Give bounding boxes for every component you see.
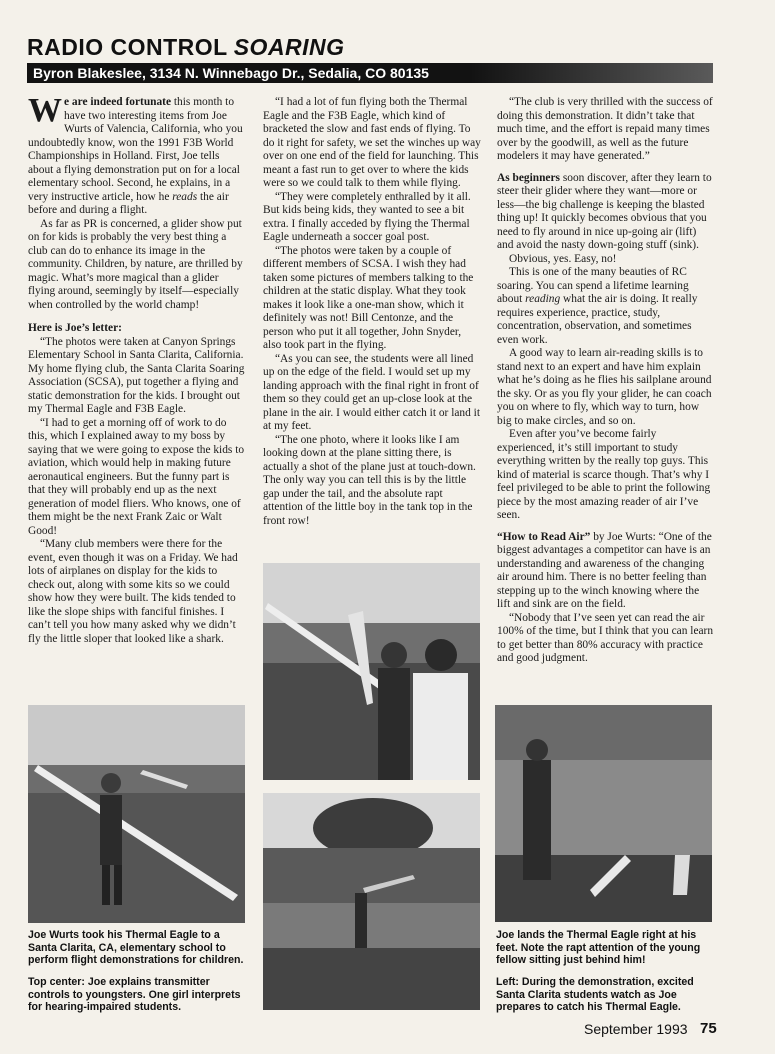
photo-thermal-eagle-landing [495, 705, 712, 922]
title-italic: SOARING [233, 34, 345, 60]
col3-paragraph-4: This is one of the many beauties of RC soaring. You can spend a lifetime learning about reading what the air is doing. It really requires experience, practice, study, concentration, observation, and sometimes even work. [497, 266, 698, 346]
byline-text: Byron Blakeslee, 3134 N. Winnebago Dr., Sedalia, CO 80135 [33, 65, 429, 81]
col1-paragraph-4: “I had to get a morning off of work to do this, which I explained away to my boss by saying that we were going to expose the kids to aviation, which would help in making future aeronautical engineers. But the funny part is that they will probably end up as the next generation of model fliers. Who knows, one of them might be the next Frank Zaic or Walt Good! [28, 416, 245, 537]
col3-paragraph-2: As beginners soon discover, after they learn to steer their glider where they want—more or less—the big challenge is keeping the blasted thing up! It quickly becomes obvious that you need to fly around in nice up-going air (lift) and avoid the nasty down-going stuff (sink). [497, 171, 712, 251]
caption-left-1: Joe Wurts took his Thermal Eagle to a Santa Clarita, CA, elementary school to perform flight demonstrations for children. [28, 929, 244, 967]
column-1 [28, 96, 246, 694]
photo-transmitter-explained [263, 563, 480, 780]
col1-paragraph-2: As far as PR is concerned, a glider show put on for kids is probably the very best thing a club can do to enhance its image in the community. Children, by nature, are thrilled by magic. What’s more magical than a glider flying around, seemingly by itself—especially when controlled by the world champ! [28, 217, 243, 311]
caption-right-2: Left: During the demonstration, excited Santa Clarita students watch as Joe prepares to catch his Thermal Eagle. [496, 976, 694, 1014]
photo-joe-with-glider [28, 705, 245, 923]
column-2 [263, 96, 481, 548]
col1-paragraph-5: “Many club members were there for the event, even though it was on a Friday. We had lots of airplanes on display for the kids to check out, along with some kits so we could show how they were built. The kids tended to like the slope ships with fanciful finishes. I can’t tell you how many asked why we didn’t fly the little sloper that looked like a shark. [28, 538, 238, 645]
caption-right-1: Joe lands the Thermal Eagle right at his feet. Note the rapt attention of the young fellow sitting just behind him! [496, 929, 701, 967]
page-title [27, 34, 345, 61]
col3-paragraph-6: Even after you’ve become fairly experienced, it’s still important to study everything written by the really top guys. This kind of material is scarce though. That’s why I feel privileged to be able to print the following piece by the most amazing reader of air I’ve seen. [497, 428, 711, 521]
subhead-joes-letter: Here is Joe’s letter: [28, 322, 122, 334]
footer-page-number: 75 [700, 1020, 717, 1037]
col2-paragraph-5: “The one photo, where it looks like I am looking down at the plane sitting there, is actually a shot of the plane just at touch-down. The only way you can tell this is by the little gap under the tail, and the absolute rapt attention of the little boy in the tank top in the front row! [263, 433, 476, 527]
col2-paragraph-4: “As you can see, the students were all lined up on the edge of the field. I would set up my landing approach with the final right in front of them so they could get an up-close look at the plane in the air. I would either catch it or land it at my feet. [263, 352, 480, 432]
footer-issue-date: September 1993 [584, 1021, 688, 1037]
col2-paragraph-1: “I had a lot of fun flying both the Thermal Eagle and the F3B Eagle, which kind of bracketed the slow and fast ends of flying. To do it right for safety, we set the winches up way over on one end of the field for launching. This meant a fast run to get over to where the kids were so we could talk to them while flying. [263, 96, 481, 189]
col3-paragraph-3: Obvious, yes. Easy, no! [509, 252, 617, 265]
col2-paragraph-2: “They were completely enthralled by it all. But kids being kids, they wanted to see a bit extra. I finally acceded by flying the Thermal Eagle underneath a soccer goal post. [263, 190, 471, 243]
caption-left-2: Top center: Joe explains transmitter controls to youngsters. One girl interprets for hearing-impaired students. [28, 976, 241, 1014]
lead-bold: e are indeed fortunate [64, 96, 172, 108]
title-main: RADIO CONTROL [27, 34, 228, 60]
column-3 [497, 96, 715, 692]
col1-paragraph-3: “The photos were taken at Canyon Springs Elementary School in Santa Clarita, California. My home flying club, the Santa Clarita Soaring Association (SCSA), put together a flying and static demonstration for the kids. I brought out my Thermal Eagle and F3B Eagle. [28, 335, 245, 415]
col1-paragraph-1: We are indeed fortunate this month to have two interesting items from Joe Wurts of Valencia, California, who you undoubtedly know, won the 1991 F3B World Championships in Holland. First, Joe tells about a flying demonstration put on for a local elementary school. Second, he explains, in a very instructive article, how he reads the air before and during a flight. [28, 96, 243, 216]
photo-students-crowd [263, 793, 480, 1010]
col3-paragraph-1: “The club is very thrilled with the success of doing this demonstration. It didn’t take that much time, and the effort is repaid many times over by the goodwill, as well as the future modelers it may have generated.” [497, 96, 713, 162]
col3-paragraph-5: A good way to learn air-reading skills is to stand next to an expert and have him explain what he’s doing as he flies his sailplane around the sky. Or as you fly your glider, he can coach you on where to fly, which way to turn, how big to make circles, and so on. [497, 347, 712, 427]
col3-paragraph-7: “How to Read Air” by Joe Wurts: “One of the biggest advantages a competitor can have is an understanding and awareness of the changing air around him. There is no better feeling than stepping up to the winch knowing where the lift and sink are on the field. [497, 530, 712, 610]
col3-paragraph-8: “Nobody that I’ve seen yet can read the air 100% of the time, but I think that you can learn to get better than 80% accuracy with practice and good judgment. [497, 611, 714, 664]
byline-fade [470, 63, 713, 83]
dropcap: W [28, 96, 62, 129]
col2-paragraph-3: “The photos were taken by a couple of different members of SCSA. I wish they had taken some pictures of members talking to the children at the static display. What they took makes it look like a one-man show, which it definitely was not! Bill Centonze, and the person who put it all together, John Snyder, also took part in the flying. [263, 244, 474, 351]
